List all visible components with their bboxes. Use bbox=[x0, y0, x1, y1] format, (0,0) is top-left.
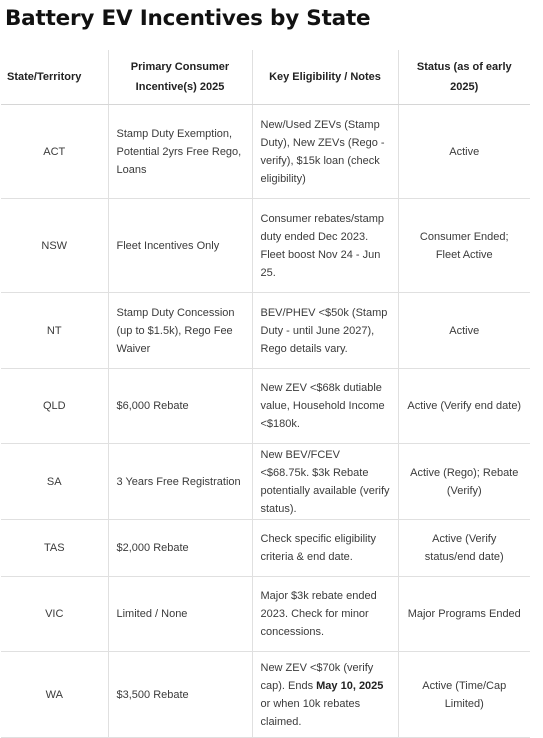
table-row bbox=[1, 199, 530, 293]
notes-cell: New/Used ZEVs (Stamp Duty), New ZEVs (Rego - verify), $15k loan (check eligibility) bbox=[252, 105, 398, 199]
table-row bbox=[1, 369, 530, 444]
notes-cell: BEV/PHEV <$50k (Stamp Duty - until June 2027), Rego details vary. bbox=[252, 293, 398, 369]
status-cell: Active (Verify end date) bbox=[398, 369, 530, 444]
end-date-bold: May 10, 2025 bbox=[316, 679, 384, 692]
state-cell: QLD bbox=[1, 369, 108, 444]
table-row bbox=[1, 293, 530, 369]
notes-text: or when 10k rebates claimed. bbox=[260, 697, 361, 728]
page-title: Battery EV Incentives by State bbox=[5, 6, 371, 31]
state-cell: VIC bbox=[1, 577, 108, 652]
notes-cell: Check specific eligibility criteria & end date. bbox=[252, 520, 398, 577]
notes-cell bbox=[252, 652, 398, 738]
incentives-table bbox=[1, 50, 530, 738]
state-cell: ACT bbox=[1, 105, 108, 199]
table-row bbox=[1, 105, 530, 199]
table-row bbox=[1, 652, 530, 738]
state-cell: WA bbox=[1, 652, 108, 738]
status-cell: Active bbox=[398, 105, 530, 199]
incentive-cell: $3,500 Rebate bbox=[108, 652, 252, 738]
notes-cell: Consumer rebates/stamp duty ended Dec 2023. Fleet boost Nov 24 - Jun 25. bbox=[252, 199, 398, 293]
notes-cell: New BEV/FCEV <$68.75k. $3k Rebate potentially available (verify status). bbox=[252, 444, 398, 520]
notes-cell: New ZEV <$68k dutiable value, Household Income <$180k. bbox=[252, 369, 398, 444]
state-cell: NSW bbox=[1, 199, 108, 293]
table-row bbox=[1, 520, 530, 577]
state-cell: SA bbox=[1, 444, 108, 520]
incentive-cell: 3 Years Free Registration bbox=[108, 444, 252, 520]
table-header-row bbox=[1, 50, 530, 105]
notes-text: New ZEV <$70k (verify cap). Ends bbox=[260, 661, 374, 692]
incentive-cell: Fleet Incentives Only bbox=[108, 199, 252, 293]
incentive-cell: $2,000 Rebate bbox=[108, 520, 252, 577]
incentive-cell: $6,000 Rebate bbox=[108, 369, 252, 444]
column-header-state: State/Territory bbox=[1, 50, 108, 105]
status-cell: Active (Rego); Rebate (Verify) bbox=[398, 444, 530, 520]
status-cell: Active bbox=[398, 293, 530, 369]
incentive-cell: Limited / None bbox=[108, 577, 252, 652]
incentive-cell: Stamp Duty Exemption, Potential 2yrs Free Rego, Loans bbox=[108, 105, 252, 199]
status-cell: Active (Verify status/end date) bbox=[398, 520, 530, 577]
column-header-status: Status (as of early 2025) bbox=[398, 50, 530, 105]
state-cell: NT bbox=[1, 293, 108, 369]
status-cell: Consumer Ended; Fleet Active bbox=[398, 199, 530, 293]
status-cell: Active (Time/Cap Limited) bbox=[398, 652, 530, 738]
incentive-cell: Stamp Duty Concession (up to $1.5k), Rego Fee Waiver bbox=[108, 293, 252, 369]
notes-cell: Major $3k rebate ended 2023. Check for minor concessions. bbox=[252, 577, 398, 652]
table-row bbox=[1, 577, 530, 652]
state-cell: TAS bbox=[1, 520, 108, 577]
status-cell: Major Programs Ended bbox=[398, 577, 530, 652]
table-row bbox=[1, 444, 530, 520]
column-header-incentive: Primary Consumer Incentive(s) 2025 bbox=[108, 50, 252, 105]
column-header-notes: Key Eligibility / Notes bbox=[252, 50, 398, 105]
